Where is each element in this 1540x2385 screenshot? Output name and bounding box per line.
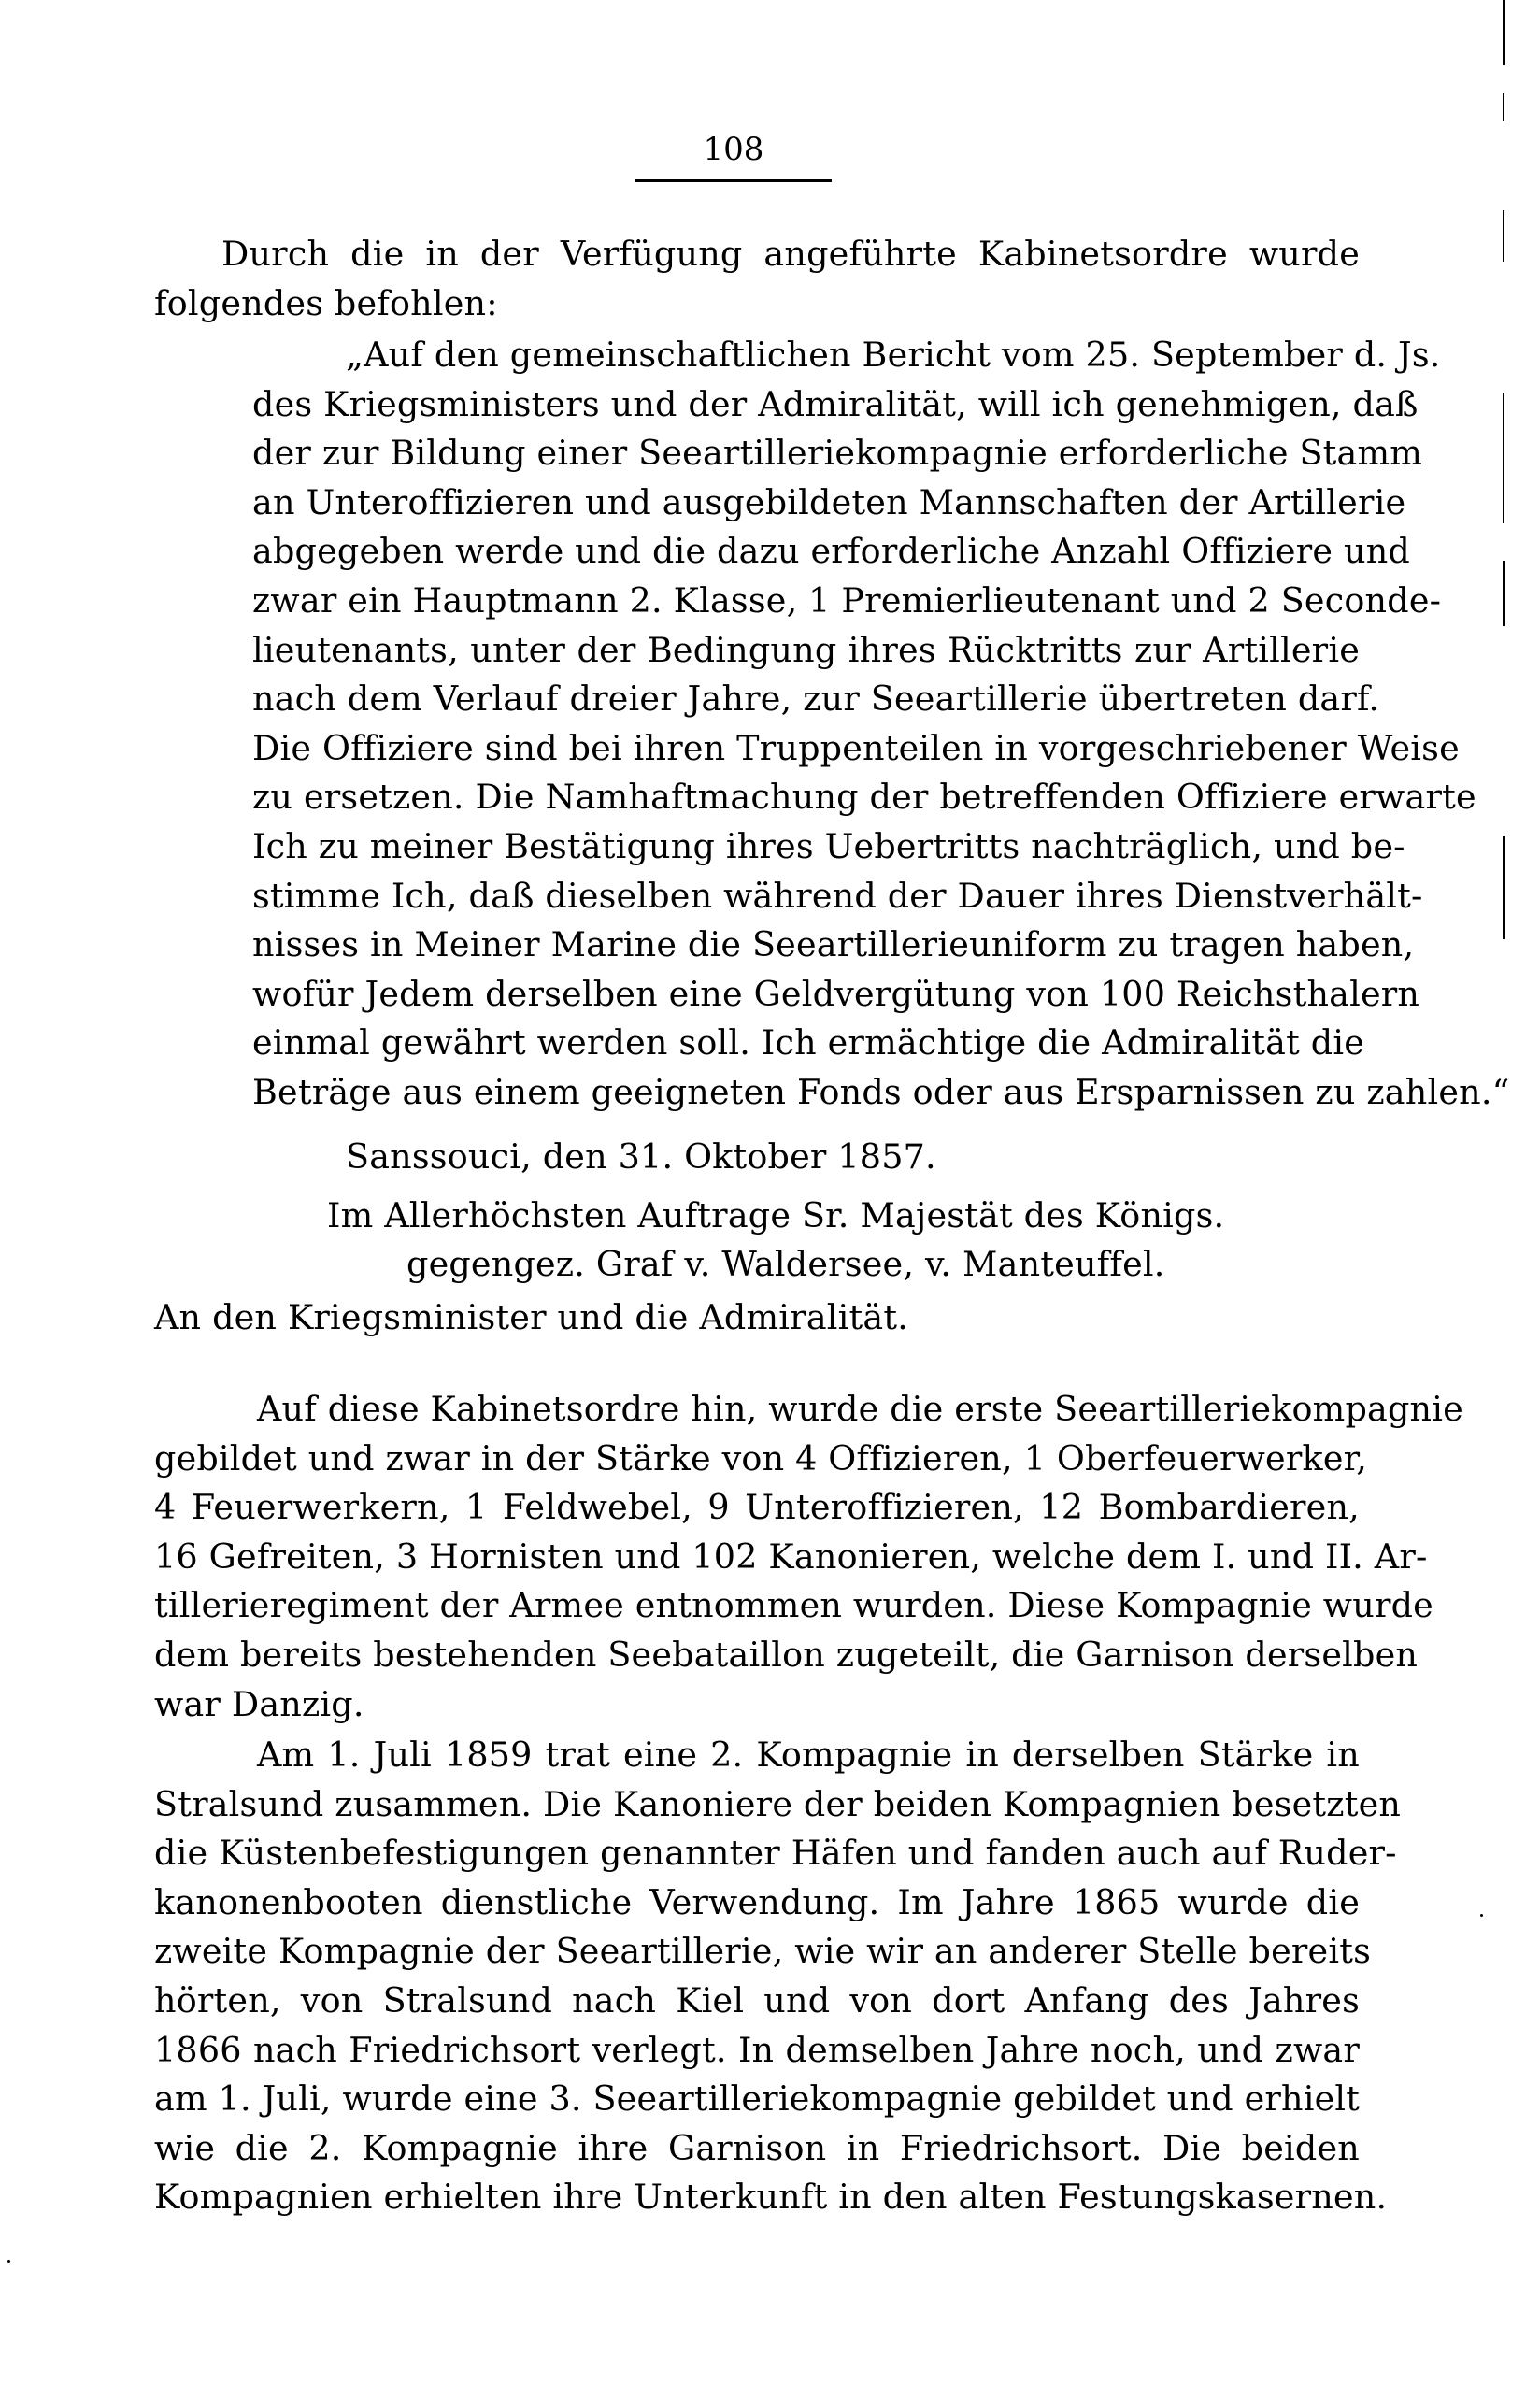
text-line: einmal gewährt werden soll. Ich ermächtige die Admiralität die: [252, 1022, 1365, 1064]
text-line: der zur Bildung einer Seeartilleriekompagnie erforderliche Stamm: [252, 433, 1423, 474]
text-line: Ich zu meiner Bestätigung ihres Uebertritts nachträglich, und be-: [252, 825, 1405, 866]
text-line: Stralsund zusammen. Die Kanoniere der beiden Kompagnien besetzten: [154, 1783, 1402, 1824]
text-line: Die Offiziere sind bei ihren Truppenteilen in vorgeschriebener Weise: [252, 727, 1460, 768]
text-line: stimme Ich, daß dieselben während der Dauer ihres Dienstverhält-: [252, 875, 1423, 916]
text-line: am 1. Juli, wurde eine 3. Seeartilleriekompagnie gebildet und erhielt: [154, 2078, 1361, 2120]
text-line: nisses in Meiner Marine die Seeartillerieuniform zu tragen haben,: [252, 924, 1415, 965]
page-header: [635, 131, 832, 182]
quoted-order: [154, 331, 1510, 1118]
scan-speck: [1480, 1914, 1483, 1917]
text-line: Durch die in der Verfügung angeführte Kabinetsordre wurde: [221, 234, 1360, 274]
text-line: Beträge aus einem geeigneten Fonds oder aus Ersparnissen zu zahlen.“: [252, 1071, 1510, 1112]
text-line: folgendes befohlen:: [154, 282, 498, 323]
second-company-paragraph: [154, 1731, 1402, 2222]
commission-line: Im Allerhöchsten Auftrage Sr. Majestät des Königs.: [327, 1194, 1225, 1235]
scan-edge-mark: [1503, 93, 1504, 121]
text-line: 1866 nach Friedrichsort verlegt. In demselben Jahre noch, und zwar: [154, 2029, 1360, 2070]
page-number: 108: [703, 131, 764, 168]
text-line: 16 Gefreiten, 3 Hornisten und 102 Kanonieren, welche dem I. und II. Ar-: [154, 1535, 1428, 1577]
text-line: zu ersetzen. Die Namhaftmachung der betreffenden Offiziere erwarte: [252, 777, 1476, 818]
scan-edge-mark: [1503, 0, 1505, 65]
header-rule: [635, 179, 832, 182]
text-line: lieutenants, unter der Bedingung ihres Rücktritts zur Artillerie: [252, 629, 1360, 670]
text-line: abgegeben werde und die dazu erforderliche Anzahl Offiziere und: [252, 531, 1410, 572]
text-line: die Küstenbefestigungen genannter Häfen und fanden auch auf Ruder-: [154, 1833, 1397, 1874]
text-line: gebildet und zwar in der Stärke von 4 Offizieren, 1 Oberfeuerwerker,: [154, 1437, 1368, 1478]
text-line: „Auf den gemeinschaftlichen Bericht vom 25. September d. Js.: [346, 335, 1441, 375]
text-line: kanonenbooten dienstliche Verwendung. Im Jahre 1865 wurde die: [154, 1881, 1360, 1922]
text-line: nach dem Verlauf dreier Jahre, zur Seeartillerie übertreten darf.: [252, 678, 1380, 720]
text-line: Kompagnien erhielten ihre Unterkunft in den alten Festungskasernen.: [154, 2177, 1388, 2218]
text-line: zweite Kompagnie der Seeartillerie, wie wir an anderer Stelle bereits: [154, 1931, 1372, 1972]
text-line: tillerieregiment der Armee entnommen wurden. Diese Kompagnie wurde: [154, 1585, 1433, 1626]
text-line: dem bereits bestehenden Seebataillon zugeteilt, die Garnison derselben: [154, 1634, 1419, 1675]
text-line: zwar ein Hauptmann 2. Klasse, 1 Premierlieutenant und 2 Seconde-: [252, 579, 1442, 621]
addressee: An den Kriegsminister und die Admiralität.: [154, 1296, 909, 1337]
text-line: Auf diese Kabinetsordre hin, wurde die erste Seeartilleriekompagnie: [257, 1389, 1463, 1429]
scan-edge-mark: [1503, 393, 1504, 523]
text-line: war Danzig.: [154, 1683, 364, 1724]
signature-block: [154, 1133, 1360, 1342]
text-line: 4 Feuerwerkern, 1 Feldwebel, 9 Unteroffizieren, 12 Bombardieren,: [154, 1487, 1360, 1528]
scan-edge-mark: [1503, 836, 1505, 939]
signatories: gegengez. Graf v. Waldersee, v. Manteuffel.: [406, 1244, 1165, 1285]
text-line: des Kriegsministers und der Admiralität, will ich genehmigen, daß: [252, 383, 1419, 424]
text-line: an Unteroffizieren und ausgebildeten Mannschaften der Artillerie: [252, 481, 1406, 522]
scan-edge-mark: [1503, 210, 1504, 262]
text-line: wofür Jedem derselben eine Geldvergütung von 100 Reichsthalern: [252, 973, 1420, 1014]
intro-paragraph: [154, 230, 1360, 328]
scan-edge-mark: [1503, 561, 1505, 626]
text-line: hörten, von Stralsund nach Kiel und von dort Anfang des Jahres: [154, 1979, 1360, 2021]
first-company-paragraph: [154, 1385, 1463, 1729]
place-date: Sanssouci, den 31. Oktober 1857.: [346, 1136, 936, 1177]
scan-speck: [7, 2260, 10, 2263]
text-line: Am 1. Juli 1859 trat eine 2. Kompagnie in derselben Stärke in: [257, 1735, 1360, 1775]
text-line: wie die 2. Kompagnie ihre Garnison in Friedrichsort. Die beiden: [154, 2127, 1360, 2168]
